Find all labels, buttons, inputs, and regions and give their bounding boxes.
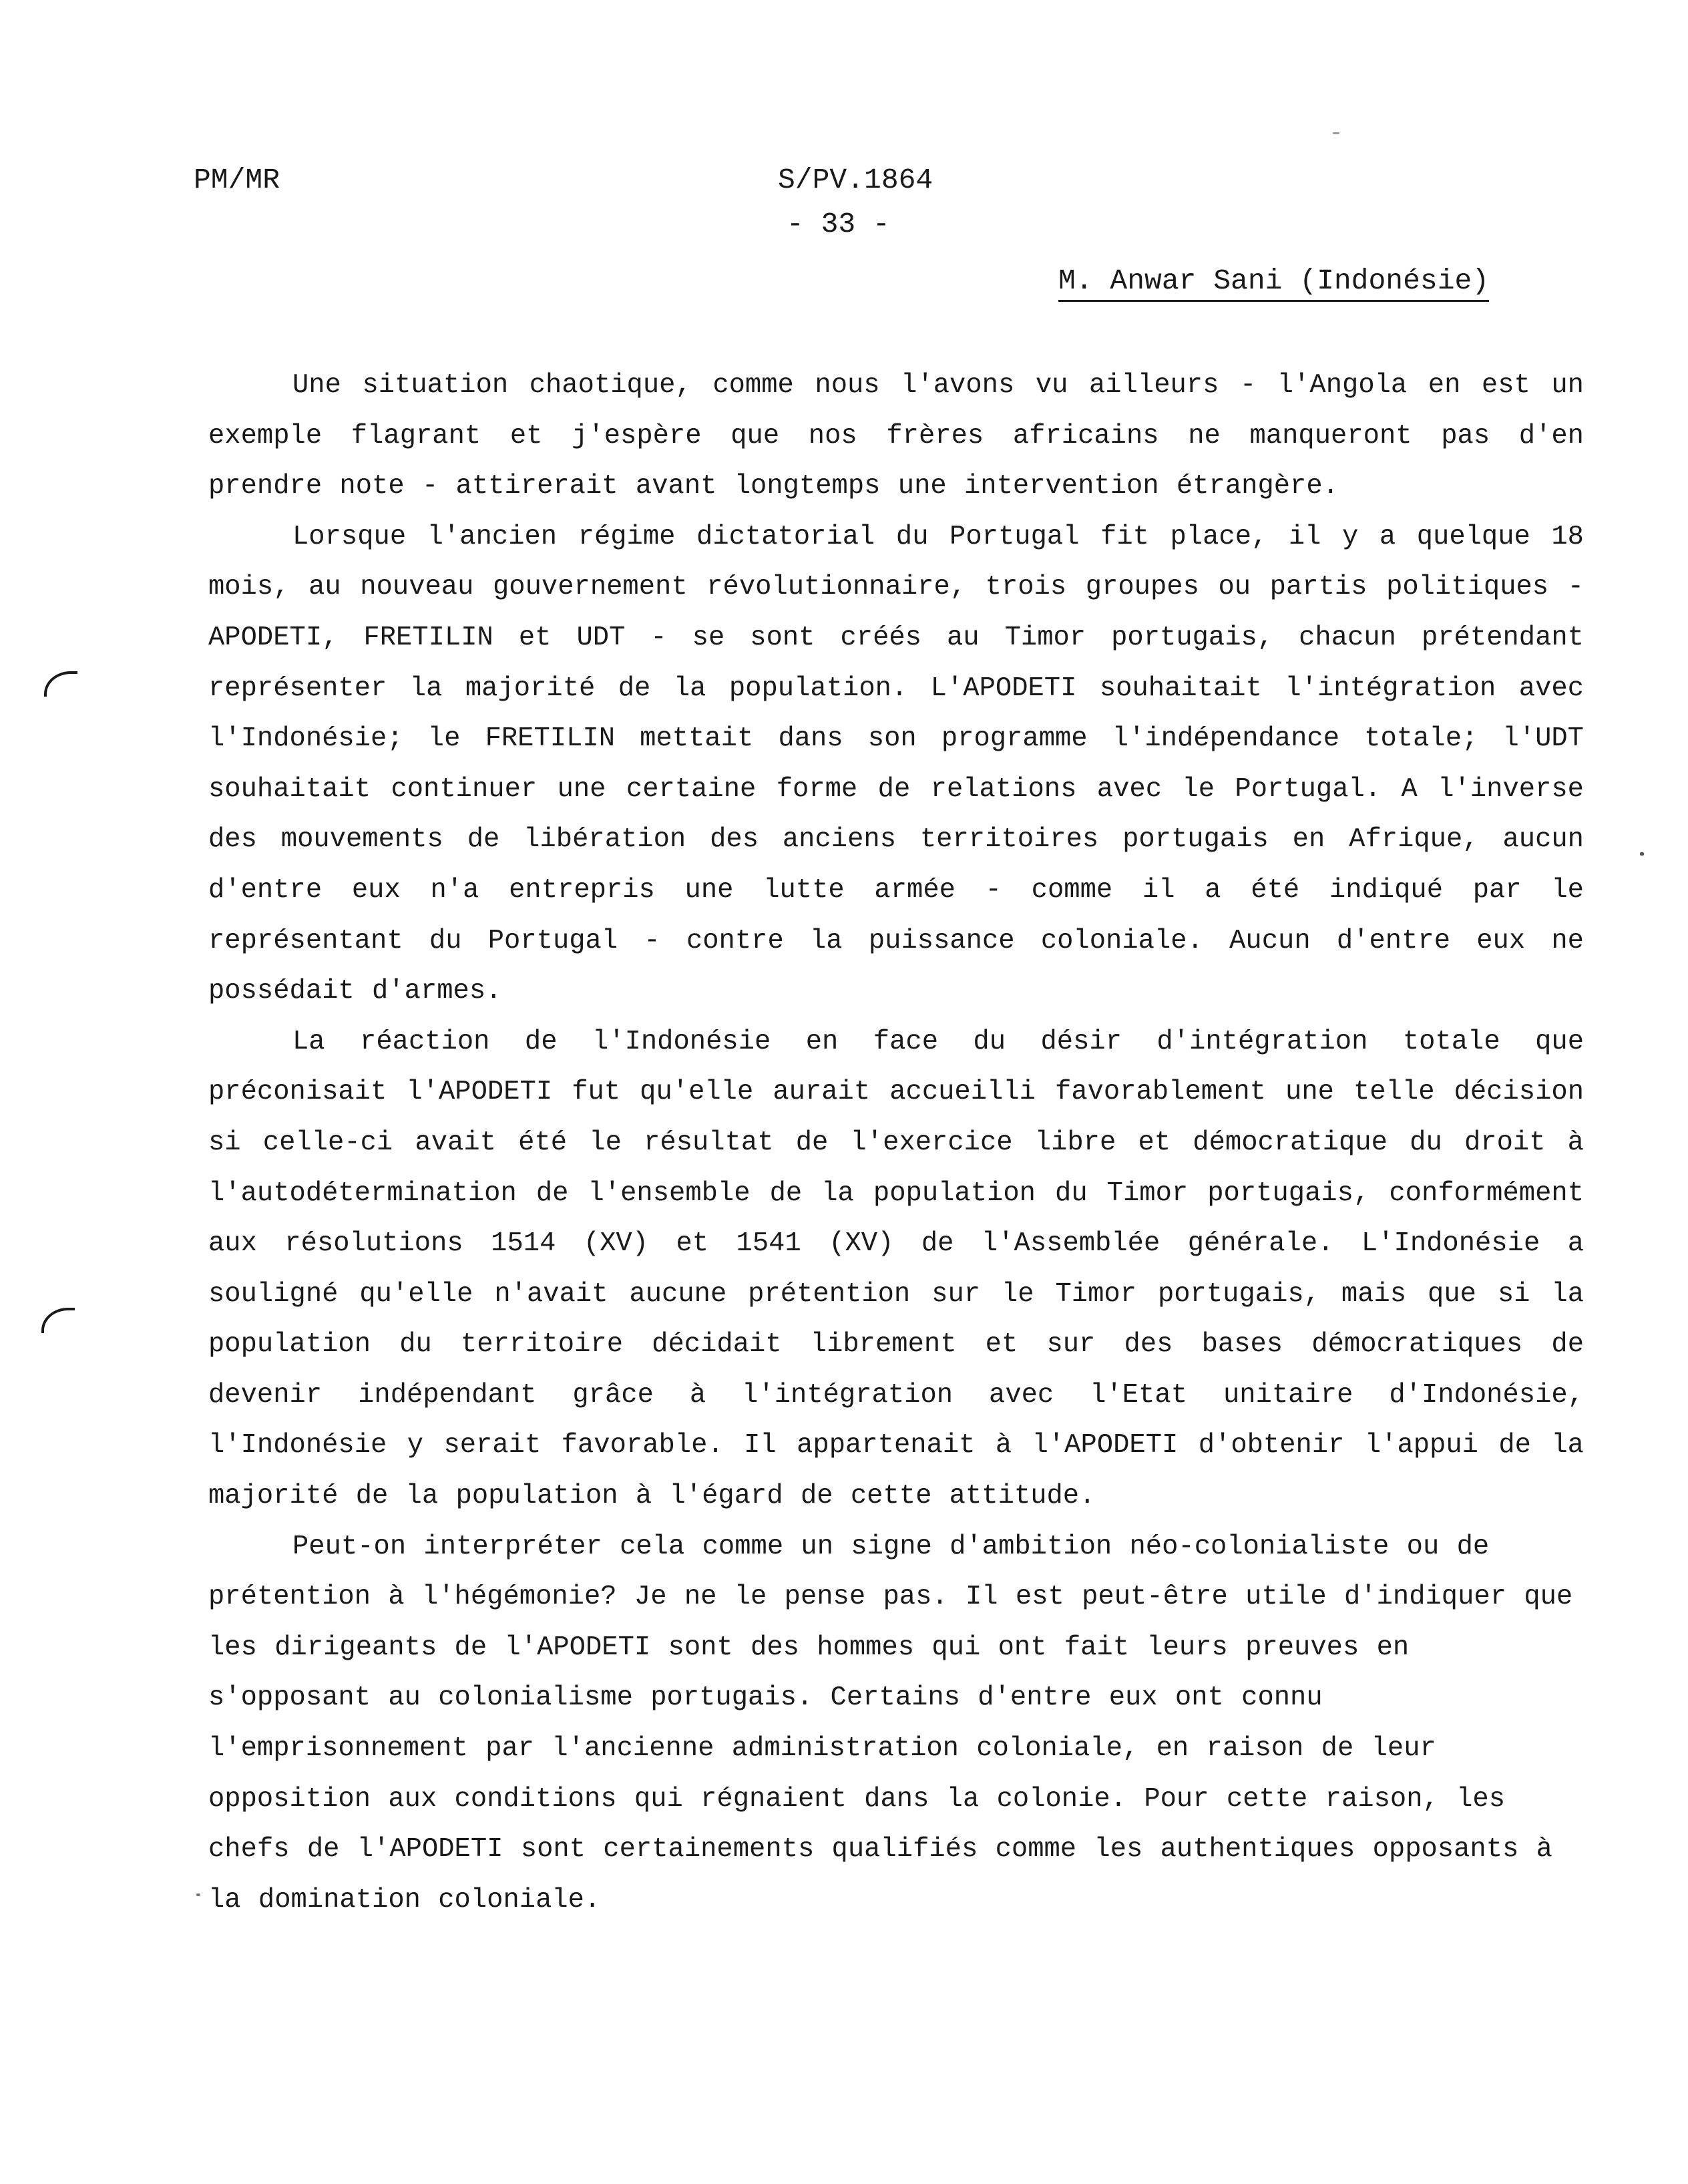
scan-speck: [1640, 852, 1644, 856]
speech-body: [208, 361, 1584, 1926]
margin-bracket-mark: [44, 671, 77, 697]
paragraph-1: Une situation chaotique, comme nous l'avons vu ailleurs - l'Angola en est un exemple flagrant et j'espère que nos frères africains ne manqueront pas d'en prendre note - attirerait avant longtemps une intervention étrangère.: [208, 370, 1584, 502]
margin-bracket-mark: [41, 1308, 75, 1333]
paragraph-3: La réaction de l'Indonésie en face du désir d'intégration totale que préconisait l'APODETI fut qu'elle aurait accueilli favorablement une telle décision si celle-ci avait été le résultat de l'exercice libre et démocratique du droit à l'autodétermination de l'ensemble de la population du Timor portugais, conformément aux résolutions 1514 (XV) et 1541 (XV) de l'Assemblée générale. L'Indonésie a souligné qu'elle n'avait aucune prétention sur le Timor portugais, mais que si la population du territoire décidait librement et sur des bases démocratiques de devenir indépendant grâce à l'intégration avec l'Etat unitaire d'Indonésie, l'Indonésie y serait favorable. Il appartenait à l'APODETI d'obtenir l'appui de la majorité de la population à l'égard de cette attitude.: [208, 1026, 1584, 1512]
paragraph-2: Lorsque l'ancien régime dictatorial du Portugal fit place, il y a quelque 18 mois, au nouveau gouvernement révolutionnaire, trois groupes ou partis politiques - APODETI, FRETILIN et UDT - se sont créés au Timor portugais, chacun prétendant représenter la majorité de la population. L'APODETI souhaitait l'intégration avec l'Indonésie; le FRETILIN mettait dans son programme l'indépendance totale; l'UDT souhaitait continuer une certaine forme de relations avec le Portugal. A l'inverse des mouvements de libération des anciens territoires portugais en Afrique, aucun d'entre eux n'a entrepris une lutte armée - comme il a été indiqué par le représentant du Portugal - contre la puissance coloniale. Aucun d'entre eux ne possédait d'armes.: [208, 521, 1584, 1007]
scan-speck: [1333, 132, 1339, 134]
speaker-heading: M. Anwar Sani (Indonésie): [1058, 264, 1489, 302]
page-number: - 33 -: [787, 208, 890, 240]
document-symbol: S/PV.1864: [778, 164, 933, 196]
scan-speck: [196, 1893, 200, 1896]
paragraph-4: Peut-on interpréter cela comme un signe d'ambition néo-colonialiste ou de prétention à l'hégémonie? Je ne le pense pas. Il est peut-être utile d'indiquer que les dirigeants de l'APODETI sont des hommes qui ont fait leurs preuves en s'opposant au colonialisme portugais. Certains d'entre eux ont connu l'emprisonnement par l'ancienne administration coloniale, en raison de leur opposition aux conditions qui régnaient dans la colonie. Pour cette raison, les chefs de l'APODETI sont certainements qualifiés comme les authentiques opposants à la domination coloniale.: [208, 1531, 1573, 1916]
header-initials: PM/MR: [194, 164, 280, 196]
